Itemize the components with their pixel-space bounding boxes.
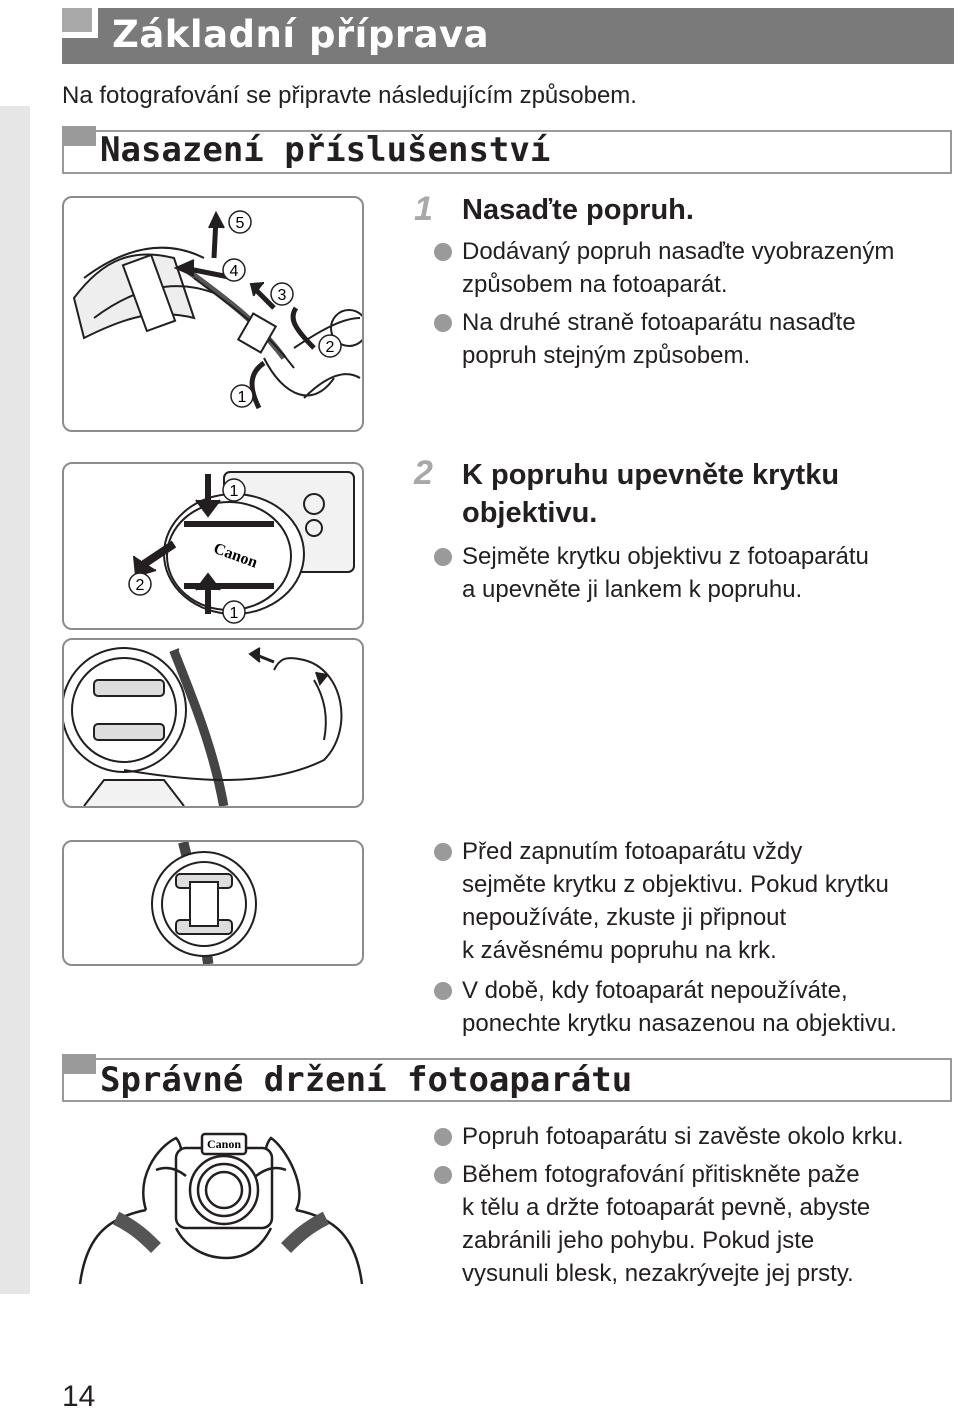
bullet-line: popruh stejným způsobem. — [462, 342, 751, 369]
bullet-dot — [434, 243, 452, 261]
marker-1: 1 — [237, 389, 247, 406]
intro-text: Na fotografování se připravte následujícím způsobem. — [62, 82, 637, 109]
bullet-line: Dodávaný popruh nasaďte vyobrazeným — [462, 238, 895, 265]
cap-marker-1-top: 1 — [229, 483, 239, 500]
section-tab-marker — [62, 126, 96, 146]
step-2-title-line: K popruhu upevněte krytku — [462, 459, 840, 491]
bullet-line: ponechte krytku nasazenou na objektivu. — [462, 1010, 897, 1037]
page-title: Základní příprava — [112, 13, 490, 56]
step-number-1: 1 — [414, 190, 433, 228]
bullet-line: Popruh fotoaparátu si zavěste okolo krku. — [462, 1123, 904, 1150]
lens-cap-illustration — [62, 462, 364, 630]
cap-marker-2: 2 — [135, 577, 145, 594]
section-heading-text: Správné držení fotoaparátu — [100, 1060, 633, 1100]
section-heading-text: Nasazení příslušenství — [100, 130, 551, 170]
cap-marker-1-bottom: 1 — [229, 605, 239, 622]
step-2-title-line: objektivu. — [462, 497, 598, 529]
lens-cap-drawing — [64, 464, 362, 628]
marker-5: 5 — [235, 215, 245, 232]
bullet-line: Během fotografování přitiskněte paže — [462, 1161, 860, 1188]
cap-hanging-illustration — [62, 840, 364, 966]
bullet-dot — [434, 314, 452, 332]
marker-2: 2 — [325, 339, 335, 356]
cap-hanging-drawing — [64, 842, 362, 964]
step-number-2: 2 — [414, 454, 433, 492]
bullet-line: a upevněte ji lankem k popruhu. — [462, 576, 803, 603]
bullet-line: sejměte krytku z objektivu. Pokud krytku — [462, 871, 889, 898]
bullet-line: k tělu a držte fotoaparát pevně, abyste — [462, 1194, 871, 1221]
cap-cord-drawing — [64, 640, 362, 806]
brand-logo-text: Canon — [211, 540, 260, 572]
step-1-title: Nasaďte popruh. — [462, 194, 694, 226]
bullet-dot — [434, 1128, 452, 1146]
bullet-line: nepoužíváte, zkuste ji připnout — [462, 904, 787, 931]
marker-4: 4 — [229, 263, 239, 280]
holding-camera-illustration — [76, 1118, 366, 1288]
bullet-line: Sejměte krytku objektivu z fotoaparátu — [462, 543, 869, 570]
bullet-dot — [434, 843, 452, 861]
bullet-dot — [434, 1166, 452, 1184]
bullet-dot — [434, 548, 452, 566]
title-tab-marker — [62, 8, 92, 32]
side-margin-strip — [0, 106, 30, 1294]
section-tab-marker — [62, 1054, 96, 1074]
holding-camera-drawing — [76, 1118, 366, 1288]
bullet-line: Na druhé straně fotoaparátu nasaďte — [462, 309, 856, 336]
camera-brand-text: Canon — [206, 1137, 242, 1151]
strap-illustration — [62, 196, 364, 432]
bullet-line: V době, kdy fotoaparát nepoužíváte, — [462, 977, 848, 1004]
bullet-dot — [434, 982, 452, 1000]
strap-drawing — [64, 198, 362, 430]
marker-3: 3 — [277, 287, 287, 304]
bullet-line: zabránili jeho pohybu. Pokud jste — [462, 1227, 815, 1254]
bullet-line: Před zapnutím fotoaparátu vždy — [462, 838, 803, 865]
page-number: 14 — [62, 1380, 96, 1413]
bullet-line: k závěsnému popruhu na krk. — [462, 937, 777, 964]
cap-cord-illustration — [62, 638, 364, 808]
bullet-line: vysunuli blesk, nezakrývejte jej prsty. — [462, 1260, 854, 1287]
bullet-line: způsobem na fotoaparát. — [462, 271, 728, 298]
